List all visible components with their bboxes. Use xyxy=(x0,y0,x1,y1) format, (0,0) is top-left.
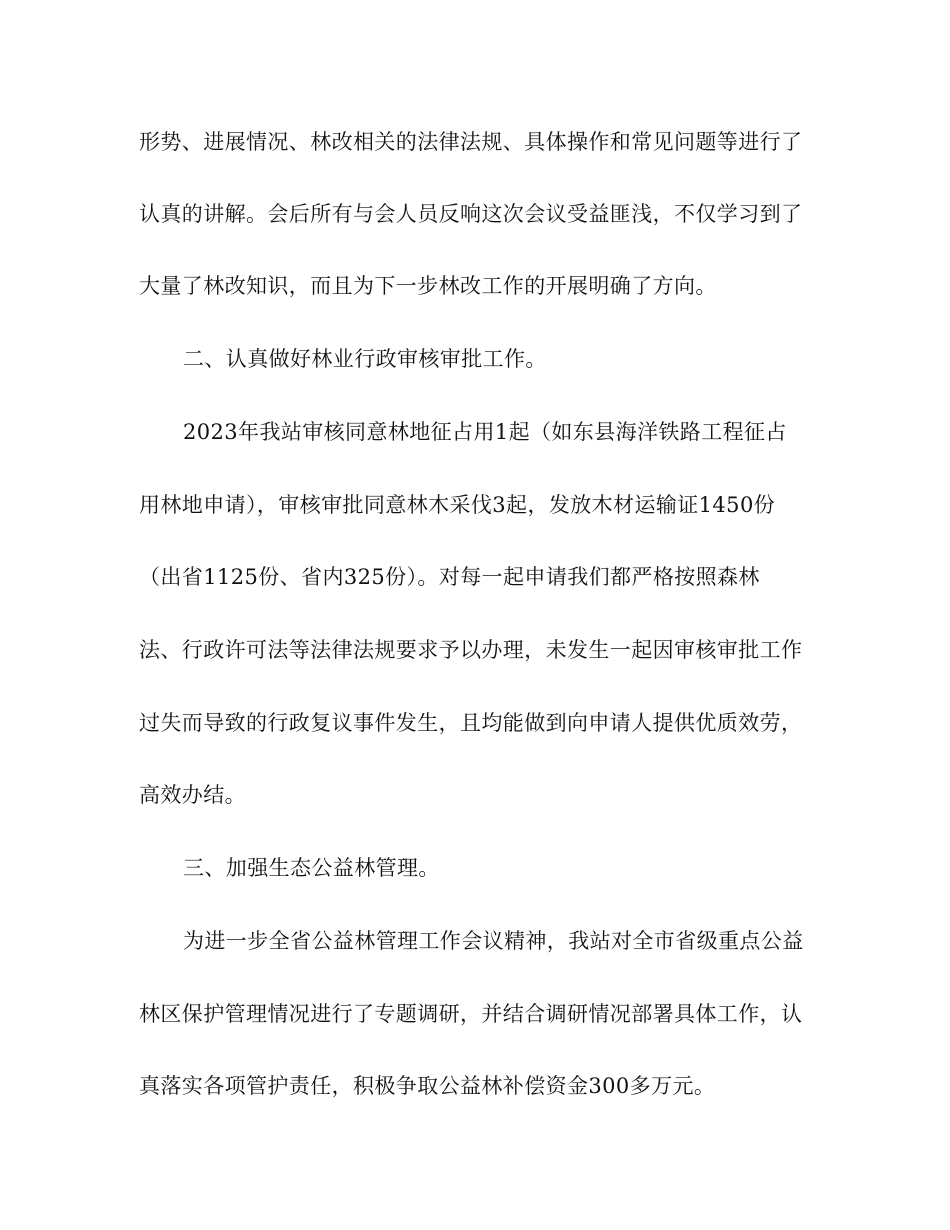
paragraph-line: 形势、进展情况、林改相关的法律法规、具体操作和常见问题等进行了 xyxy=(139,130,803,154)
paragraph-line: 过失而导致的行政复议事件发生，且均能做到向申请人提供优质效劳， xyxy=(139,711,803,735)
paragraph-line: 认真的讲解。会后所有与会人员反响这次会议受益匪浅，不仅学习到了 xyxy=(139,202,803,226)
paragraph-line: 真落实各项管护责任，积极争取公益林补偿资金300多万元。 xyxy=(139,1074,716,1098)
section-heading: 二、认真做好林业行政审核审批工作。 xyxy=(183,347,547,371)
paragraph-line: 大量了林改知识，而且为下一步林改工作的开展明确了方向。 xyxy=(139,274,717,298)
paragraph-line: 2023年我站审核同意林地征占用1起（如东县海洋铁路工程征占 xyxy=(183,420,787,444)
paragraph-line: 法、行政许可法等法律法规要求予以办理，未发生一起因审核审批工作 xyxy=(139,638,803,662)
paragraph-line: 林区保护管理情况进行了专题调研，并结合调研情况部署具体工作，认 xyxy=(139,1002,803,1026)
section-heading: 三、加强生态公益林管理。 xyxy=(183,856,440,880)
paragraph-line: 为进一步全省公益林管理工作会议精神，我站对全市省级重点公益 xyxy=(183,929,804,953)
paragraph-line: （出省1125份、省内325份）。对每一起申请我们都严格按照森林 xyxy=(139,565,760,589)
paragraph-line: 高效办结。 xyxy=(139,783,246,807)
paragraph-line: 用林地申请），审核审批同意林木采伐3起，发放木材运输证1450份 xyxy=(139,493,776,517)
